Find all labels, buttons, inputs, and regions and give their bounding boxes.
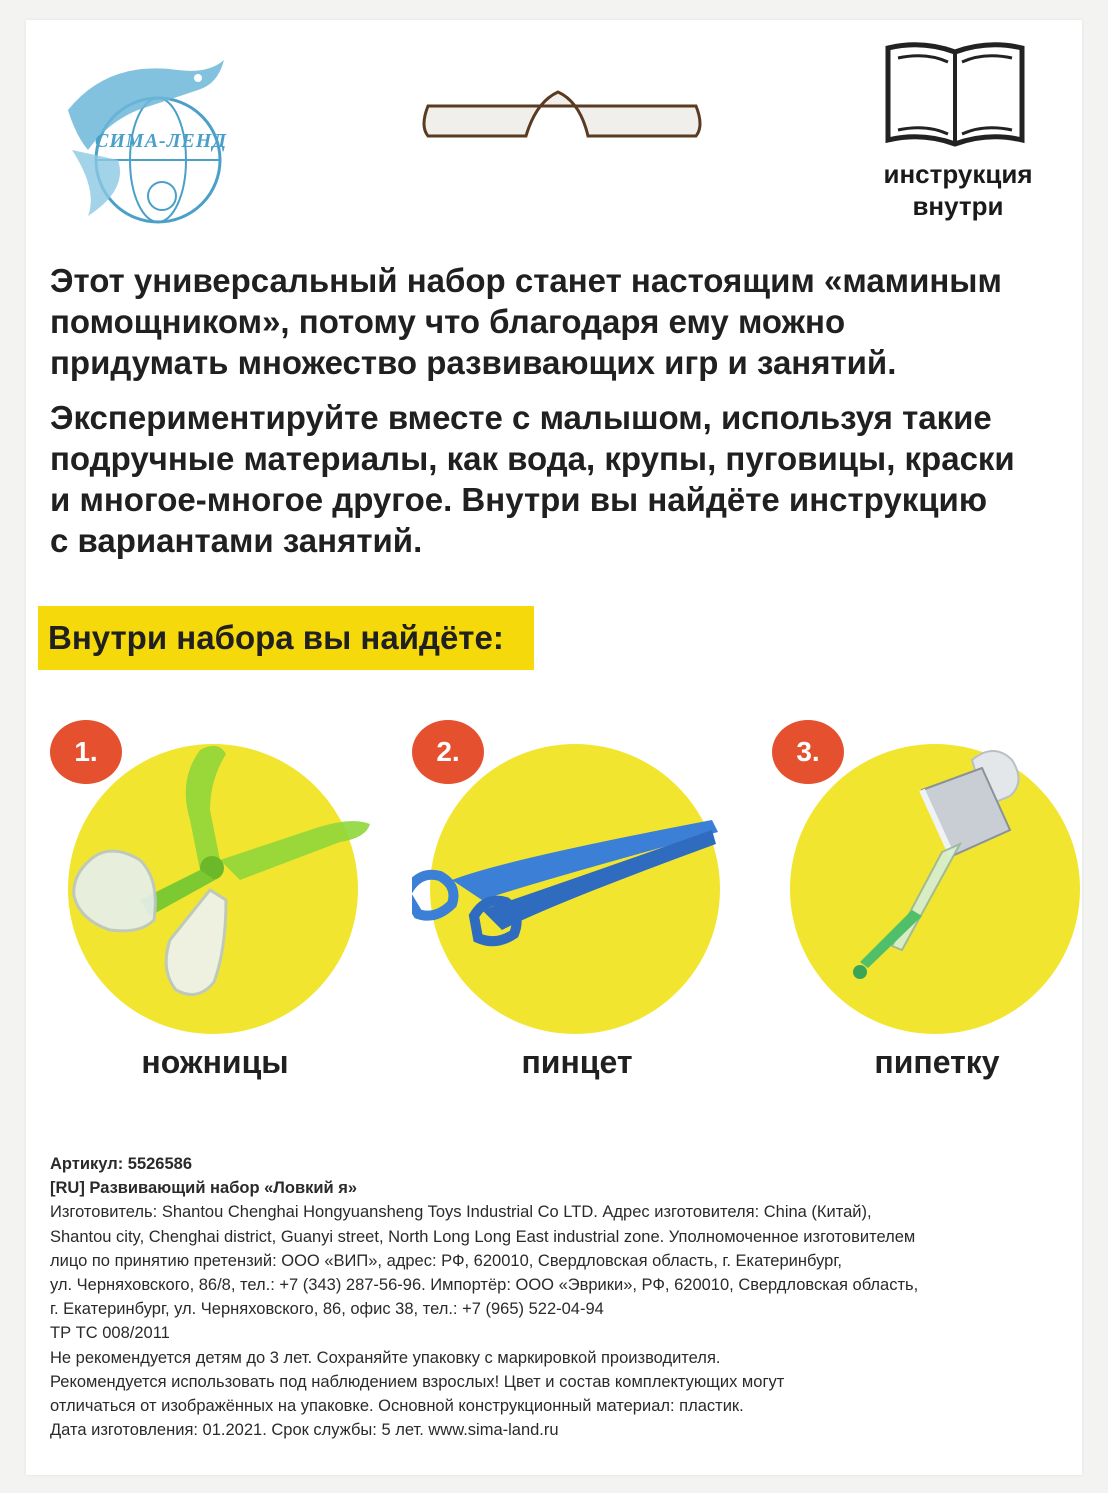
item-scissors (50, 720, 390, 1080)
legal-line: Рекомендуется использовать под наблюдением взрослых! Цвет и состав комплектующих могут (50, 1372, 785, 1391)
desc-line: и многое-многое другое. Внутри вы найдёте инструкцию (50, 481, 988, 518)
legal-line: Дата изготовления: 01.2021. Срок службы: 5 лет. www.sima-land.ru (50, 1421, 559, 1440)
description-paragraph-2 (50, 397, 1060, 561)
product-name: [RU] Развивающий набор «Ловкий я» (50, 1179, 358, 1198)
desc-line: подручные материалы, как вода, крупы, пуговицы, краски (50, 440, 1015, 477)
instruction-inside-label (858, 158, 1058, 222)
legal-line: ул. Черняховского, 86/8, тел.: +7 (343) 287-56-96. Импортёр: ООО «Эврики», РФ, 620010, Свердловская область, (50, 1276, 919, 1295)
instruction-line-2: внутри (912, 191, 1004, 221)
item-label: пипетку (874, 1044, 1000, 1080)
legal-line: ТР ТС 008/2011 (50, 1324, 170, 1343)
item-number-badge: 2. (412, 720, 484, 784)
description-paragraph-1 (50, 260, 1060, 383)
description (50, 260, 1060, 575)
desc-line: Этот универсальный набор станет настоящим «маминым (50, 262, 1002, 299)
legal-line: Shantou city, Chenghai district, Guanyi street, North Long Long East industrial zone. Уполномоченное изготовителем (50, 1227, 916, 1246)
item-number-badge: 1. (50, 720, 122, 784)
desc-line: помощником», потому что благодаря ему можно (50, 303, 846, 340)
item-label: пинцет (521, 1044, 633, 1080)
item-pipette (772, 720, 1108, 1080)
item-tweezers (412, 720, 752, 1080)
legal-line: отличаться от изображённых на упаковке. Основной конструкционный материал: пластик. (50, 1397, 744, 1416)
item-label: ножницы (141, 1044, 289, 1080)
desc-line: Экспериментируйте вместе с малышом, используя такие (50, 399, 992, 436)
legal-line: Не рекомендуется детям до 3 лет. Сохраняйте упаковку с маркировкой производителя. (50, 1348, 721, 1367)
instruction-line-1: инструкция (883, 159, 1033, 189)
article-number: Артикул: 5526586 (50, 1155, 193, 1173)
item-number-badge: 3. (772, 720, 844, 784)
contents-heading: Внутри набора вы найдёте: (48, 619, 504, 656)
legal-info (50, 1152, 1070, 1442)
desc-line: с вариантами занятий. (50, 522, 423, 559)
legal-line: лицо по принятию претензий: ООО «ВИП», адрес: РФ, 620010, Свердловская область, г. Екатеринбург, (50, 1251, 842, 1270)
legal-line: г. Екатеринбург, ул. Черняховского, 86, офис 38, тел.: +7 (965) 522-04-94 (50, 1300, 604, 1319)
legal-line: Изготовитель: Shantou Chenghai Hongyuansheng Toys Industrial Co LTD. Адрес изготовителя: China (Китай), (50, 1203, 872, 1222)
open-book-icon (882, 40, 1028, 152)
hanger-hole (408, 76, 714, 226)
desc-line: придумать множество развивающих игр и занятий. (50, 344, 897, 381)
logo-text: СИМА-ЛЕНД (95, 130, 227, 152)
